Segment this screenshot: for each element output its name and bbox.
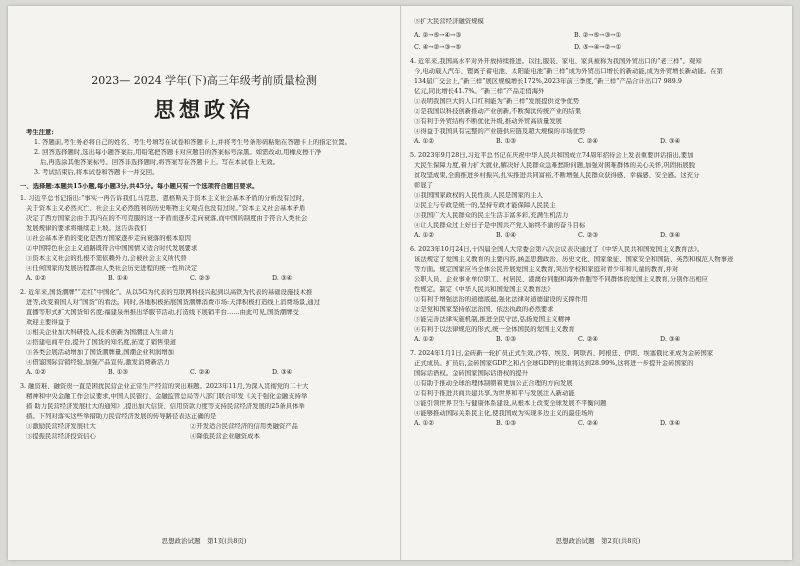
- page-fold: [400, 6, 401, 560]
- note-line: 2. 回答选择题时,选出每小题答案后,用铅笔把答题卡对应题目的答案标号涂黑。如需改动,用橡皮擦干净: [34, 149, 322, 156]
- question-4-answer-c: C. ②④: [578, 138, 598, 145]
- question-2-text: 进等,改变着国人对“国货”的看法。同时,各地积极拓展国货潮牌消费市场:天津积极打造线上消费场景,通过: [26, 299, 321, 306]
- exam-title: 2023— 2024 学年(下)高三年级考前质量检测: [91, 74, 317, 87]
- question-5-text: 贫攻坚成果,全面推进乡村振兴,扎实推进共同富裕,不断增强人民群众获得感、幸福感、安全感。这充分: [414, 172, 700, 179]
- question-7-answer-b: B. ①③: [496, 420, 516, 427]
- question-7-option: ④能够推动国际关系民主化,使我国成为实现多边主义的最佳场所: [414, 410, 594, 417]
- question-5-option: ②民主与专政是统一的,坚持专政才能保障人民民主: [414, 202, 556, 209]
- question-3-text: 措 助力民营经济发展壮大的通知》,提出加大信贷、信用贷款力度等支持民营经济发展的25条具体举: [26, 403, 305, 410]
- question-6-text: 该法规定了爱国主义教育的主要内容,涵盖思想政治、历史文化、国家象征、国家安全和国防、英烈和模范人物事迹: [414, 256, 734, 263]
- right-page: [404, 6, 792, 560]
- question-4-option: ②是我国以科技创新推动产业创新,不断淘汰传统产业的结果: [414, 108, 582, 115]
- question-1-answer-c: C. ②③: [190, 275, 210, 282]
- question-4-text: 亿元,同比增长41.7%。“新三样”产品走俏海外: [414, 88, 545, 95]
- question-1-answer-d: D. ③④: [272, 275, 293, 282]
- question-6-option: ①有利于增强法治的道德底蕴,强化法律对道德建设的支撑作用: [414, 296, 588, 303]
- question-6-answer-d: D. ③④: [660, 336, 681, 343]
- question-2-text: 欢迎主要得益于: [26, 319, 71, 326]
- question-3-text: 3. 融资难、融资贵一直是困扰民营企业正常生产经营的突出难题。2023年11月,为深入贯彻党的二十大: [20, 383, 309, 390]
- question-5-answer-c: C. ②③: [578, 232, 598, 239]
- question-2-option: ③各类会展活动增加了国货潮牌量,国潮企业利润增加: [26, 349, 175, 356]
- question-6-option: ④有利于以法律规范的形式,统一全体国民的爱国主义教育: [414, 326, 575, 333]
- question-1-option: ②中国特色社会主义道路既符合中国国情又适合时代发展要求: [26, 245, 198, 252]
- question-3-option: ③提振民营经济投资信心: [26, 433, 96, 440]
- question-4-text: 今,电动载人汽车、锂离子蓄电池、太阳能电池“新三样”成为外贸出口增长的新动能,成为外贸增长新动能。在第: [414, 68, 723, 75]
- question-1-option: ③资本主义社会的扎根不需依赖外力,会被社会主义所代替: [26, 255, 187, 262]
- question-7-answer-d: D. ③④: [660, 420, 681, 427]
- question-5-text: 彰显了: [414, 182, 434, 189]
- question-5-option: ①我国国家政权的人民性质,人民是国家的主人: [414, 192, 543, 199]
- question-1-text: 1. 习近平总书记指出:“事实一再告诉我们,马克思、恩格斯关于资本主义社会基本矛盾的分析没有过时,: [20, 195, 305, 202]
- question-4-text: 4. 近年来,我国高水平对外开放持续推进。以往,服装、家电、家具被称为我国外贸出口的“老三样”。观知: [410, 58, 702, 65]
- question-5-answer-d: D. ③④: [660, 232, 681, 239]
- question-5-option: ③我国广大人民群众的民主生活丰富多彩,充满生机活力: [414, 212, 569, 219]
- question-6-answer-c: C. ②④: [578, 336, 598, 343]
- question-4-option: ③有利于外贸结构不断优化升级,推动外贸高质量发展: [414, 118, 563, 125]
- exam-paper: [8, 6, 792, 560]
- question-1-option: ①社会基本矛盾的变化是西方国家逐步走向衰落的根本原因: [26, 235, 192, 242]
- subject-title: 思想政治: [154, 98, 254, 122]
- question-7-text: 7. 2024年1月1日,金砖新一轮扩员正式生效,沙特、埃及、阿联酋、阿根廷、伊朗、埃塞俄比亚成为金砖国家: [410, 350, 714, 357]
- question-3-answer-a: A. ②→⑤→④→③: [414, 32, 461, 39]
- question-6-text: 公职人员、企业事业单位职工、村居民、港澳台同胞和海外侨胞等不同群体的爱国主义教育,分别作出相应: [414, 276, 709, 283]
- question-3-answer-b: B. ②→⑤→③→①: [574, 32, 622, 39]
- question-2-answer-b: B. ①③: [108, 369, 128, 376]
- question-3-answer-d: D. ⑤→④→②→①: [574, 44, 622, 51]
- question-4-answer-a: A. ①②: [414, 138, 434, 145]
- question-5-option: ④让人民群众过上好日子是中国共产党人始终不渝的奋斗目标: [414, 222, 586, 229]
- question-2-option: ①相关企业加大科研投入,技术创新为国潮注入生命力: [26, 329, 175, 336]
- question-4-answer-b: B. ①③: [496, 138, 516, 145]
- question-4-answer-d: D. ③④: [660, 138, 681, 145]
- question-3-answer-c: C. ④→②→③→⑤: [414, 44, 462, 51]
- question-5-text: 大民生保障力度,着力扩大就业,解决好人民群众急难愁盼问题,加强对困难群体的关心关怀,巩固拓展脱: [414, 162, 696, 169]
- question-7-text: 正式成员。扩员后,金砖国家GDP之和占全球GDP的比重将达到28.99%,这将进一步提升金砖国家的: [414, 360, 694, 367]
- question-3-option: ④降低民营企业融资成本: [190, 433, 260, 440]
- footer-right: 思想政治试题 第2页(共8页): [555, 537, 641, 545]
- question-1-text: 关于资本主义必然灭亡、社会主义必然胜利的历史唯物主义观点也没有过时。”资本主义社会基本矛盾: [26, 205, 306, 212]
- question-5-answer-b: B. ①④: [496, 232, 516, 239]
- question-5-answer-a: A. ①②: [414, 232, 434, 239]
- question-3-text: 措。下列对落实这些举措助力民营经济发展的传导路径表达正确的是: [26, 413, 217, 420]
- question-6-answer-a: A. ①②: [414, 336, 434, 343]
- question-4-text: 134届广交会上,“新三样”展区规模增长172%,2023年前三季度,“新三样”产品合计出口7 989.9: [414, 78, 682, 85]
- question-3-option: ⑤扩大民营经济融资规模: [414, 18, 484, 25]
- question-7-answer-c: C. ②④: [578, 420, 598, 427]
- question-3-text: 精神和中央金融工作会议要求,中国人民银行、金融监管总局等八部门联合印发《关于强化金融支持举: [26, 393, 308, 400]
- question-6-text: 6. 2023年10月24日,十四届全国人大常委会第六次会议表决通过了《中华人民共和国爱国主义教育法》。: [410, 246, 704, 253]
- question-1-answer-a: A. ①②: [26, 275, 46, 282]
- footer-left: 思想政治试题 第1页(共8页): [161, 537, 247, 545]
- left-page: [8, 6, 400, 560]
- note-line: 3. 考试结束后,将本试卷和答题卡一并交回。: [34, 169, 159, 176]
- question-6-text: 等方面。规定国家应当全体公民开展爱国主义教育,突出学校和家庭对青少年和儿童的教育,并对: [414, 266, 679, 273]
- question-7-text: 国际话语权。金砖国家国际话语权的提升: [414, 370, 529, 377]
- question-7-option: ②有利于推进共商共建共享,为世界和平与发展注入新动能: [414, 390, 575, 397]
- question-1-option: ④任何国家的发展历程都由人类社会历史进程的统一性所决定: [26, 265, 198, 272]
- notes-heading: 考生注意:: [26, 129, 54, 136]
- question-6-option: ③能完善法律实施机制,推进全民守法,弘扬爱国主义精神: [414, 316, 571, 323]
- question-1-answer-b: B. ①④: [108, 275, 128, 282]
- question-3-option: ②开发适合民营经济的信用类融资产品: [190, 423, 298, 430]
- question-4-option: ④得益于我国具有完整的产业链供应链及超大规模的市场优势: [414, 128, 586, 135]
- question-2-text: 2. 近年来,国货潮牌"“走红”中国化”。从以5G为代表的互联网科技兴起到以高铁为代表的基础设施技术推: [20, 289, 313, 296]
- question-2-answer-c: C. ②④: [190, 369, 210, 376]
- question-6-text: 性规定。制定《中华人民共和国爱国主义教育法》: [414, 286, 554, 293]
- question-1-text: 发展规律的要求将继续走上坡。这告诉我们: [26, 225, 147, 232]
- question-7-option: ③能引领世界卫生与健康体系建设,从根本上改变全球发展不平衡问题: [414, 400, 607, 407]
- question-2-option: ②搭建电商平台,提升了国货的知名度,拓宽了销售渠道: [26, 339, 177, 346]
- question-3-option: ①激励民营经济发展壮大: [26, 423, 96, 430]
- note-line: 1. 答题前,考生务必将自己的姓名、考生号填写在试卷和答题卡上,并将考生号条形码粘贴在答题卡上的指定位置。: [34, 139, 351, 146]
- question-7-answer-a: A. ①②: [414, 420, 434, 427]
- question-4-option: ①表明我国巨大的人口红利能为“新三样”发展提供竞争优势: [414, 98, 580, 105]
- question-2-answer-d: D. ③④: [272, 369, 293, 376]
- question-2-answer-a: A. ①②: [26, 369, 46, 376]
- question-2-option: ④借鉴国际营销经验,加强产品宣传,激发消费新活力: [26, 359, 170, 366]
- question-7-option: ①有助于推动全球治理体制朝着更加公正合理的方向发展: [414, 380, 573, 387]
- question-1-text: 决定了西方国家会由于其内在的不可克服的这一矛盾而逐步走向衰落,而中国的制度由于符合人类社会: [26, 215, 308, 222]
- section-heading: 一、选择题:本题共15小题,每小题3分,共45分。每小题只有一个选项符合题目要求。: [20, 183, 259, 190]
- question-6-option: ②是党和国家坚持依法治国、依法执政的必然要求: [414, 306, 554, 313]
- question-5-text: 5. 2023年9月28日,习近平总书记在庆祝中华人民共和国成立74周年招待会上发表重要讲话指出,要加: [410, 152, 694, 159]
- question-6-answer-b: B. ①③: [496, 336, 516, 343]
- question-2-text: 直播等形式扩大国货知名度;福建泉州推出华服节活动,打造线下展销平台……由此可见,国货潮牌受: [26, 309, 299, 316]
- note-line: 后,再选涂其他答案标号。回答非选择题时,将答案写在答题卡上。写在本试卷上无效。: [40, 159, 279, 166]
